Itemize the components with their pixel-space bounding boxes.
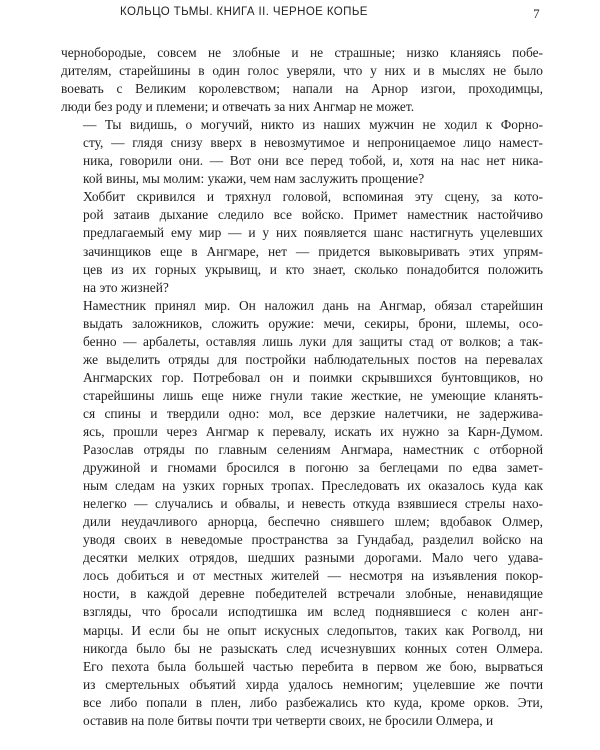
text-line: рой затаив дыхание следило все войско. Примет наместник настойчиво bbox=[83, 207, 543, 223]
text-line: цев из их горных укрывищ, и кто знает, сколько понадобится положить bbox=[83, 261, 543, 277]
header-title: КОЛЬЦО ТЬМЫ. КНИГА II. ЧЕРНОЕ КОПЬЕ bbox=[120, 6, 368, 18]
text-line: старейшины лишь еще ниже гнули такие жесткие, не умеющие кланять- bbox=[83, 387, 543, 403]
text-line: чернобородые, совсем не злобные и не страшные; низко кланяясь побе- bbox=[61, 45, 543, 60]
text-line: никогда было бы не разыскать след исчезнувших конных сотен Олмера. bbox=[83, 640, 543, 656]
text-line: дили неудачливого арнорца, беспечно снявшего шлем; вдобавок Олмер, bbox=[83, 514, 543, 530]
text-line: Его пехота была большей частью перебита в первом же бою, вырваться bbox=[83, 658, 543, 674]
text-line: все либо попали в плен, либо разбежались кто куда, кроме орков. Эти, bbox=[83, 694, 543, 710]
text-line: Ангмарских гор. Потребовал он и поимки скрывшихся бунтовщиков, но bbox=[83, 369, 543, 385]
text-line: марцы. И если бы не опыт искусных следопытов, таких как Рогволд, ни bbox=[83, 622, 543, 638]
text-line: бенно — арбалеты, оставляя лишь луки для защиты стад от волков; а так- bbox=[83, 333, 543, 349]
text-line: ным следам на узких горных тропах. Преследовать их оказалось куда как bbox=[83, 478, 543, 494]
text-line: ясь, прошли через Ангмар к перевалу, искать их нужно за Карн-Думом. bbox=[83, 423, 543, 439]
page-number: 7 bbox=[533, 6, 540, 21]
text-line: оставив на поле битвы почти три четверти своих, не бросили Олмера, и bbox=[83, 712, 494, 728]
paragraph bbox=[61, 116, 543, 188]
text-line: — Ты видишь, о могучий, никто из наших мужчин не ходил к Форно- bbox=[83, 117, 543, 133]
text-line: взгляды, что бросали исподтишка им вслед поднявшиеся с колен анг- bbox=[83, 604, 543, 620]
text-line: десятки мелких отрядов, шедших разными дорогами. Мало чего удава- bbox=[83, 550, 543, 566]
text-line: нелегко — случались и обвалы, и невесть откуда взявшиеся стрелы нахо- bbox=[83, 496, 543, 512]
text-line: ности, в каждой деревне победителей встречали злобные, ненавидящие bbox=[83, 586, 543, 602]
text-line: дителям, старейшины в один голос уверяли, что у них и в мыслях не было bbox=[61, 63, 543, 79]
text-line: уводя своих в неведомые пространства за Гундабад, разделил войско на bbox=[83, 532, 543, 548]
text-line: ника, говорили они. — Вот они все перед тобой, и, хотя на нас нет ника- bbox=[83, 153, 543, 169]
paragraph bbox=[61, 188, 543, 296]
paragraph bbox=[61, 44, 543, 116]
text-line: люди без роду и племени; и отвечать за них Ангмар не может. bbox=[61, 99, 415, 115]
text-line: лось добиться и от местных жителей — несмотря на изъявления покор- bbox=[83, 568, 543, 584]
text-line: на это жизней? bbox=[83, 279, 169, 295]
text-line: Разослав отряды по главным селениям Ангмара, наместник с отборной bbox=[83, 442, 543, 458]
text-line: предлагаемый ему мир — и у них появляется шанс настигнуть уцелевших bbox=[83, 225, 543, 241]
text-line: воевать с Великим королевством; напали на Арнор изгои, проходимцы, bbox=[61, 81, 543, 97]
text-line: Наместник принял мир. Он наложил дань на Ангмар, обязал старейшин bbox=[83, 297, 543, 313]
text-line: Хоббит скривился и тряхнул головой, вспоминая эту сцену, за кото- bbox=[83, 189, 543, 205]
text-line: дружиной и гномами бросился в погоню за беглецами по едва замет- bbox=[83, 460, 543, 476]
body-text bbox=[61, 44, 543, 730]
text-line: выдать заложников, сложить оружие: мечи, секиры, брони, шлемы, осо- bbox=[83, 315, 543, 331]
text-line: сту, — глядя снизу вверх в невозмутимое и непроницаемое лицо намест- bbox=[83, 135, 543, 151]
text-line: же выделить отряды для постройки наблюдательных постов на перевалах bbox=[83, 351, 543, 367]
text-line: из смертельных объятий хирда удалось немногим; уцелевшие же почти bbox=[83, 676, 543, 692]
text-line: кой вины, мы молим: укажи, чем нам заслужить прощение? bbox=[83, 171, 425, 187]
text-line: зачинщиков еще в Ангмаре, нет — придется выковыривать этих упрям- bbox=[83, 243, 543, 259]
text-line: ся спины и твердили одно: мол, все дерзкие налетчики, не задерживa- bbox=[83, 405, 543, 421]
paragraph bbox=[61, 297, 543, 730]
